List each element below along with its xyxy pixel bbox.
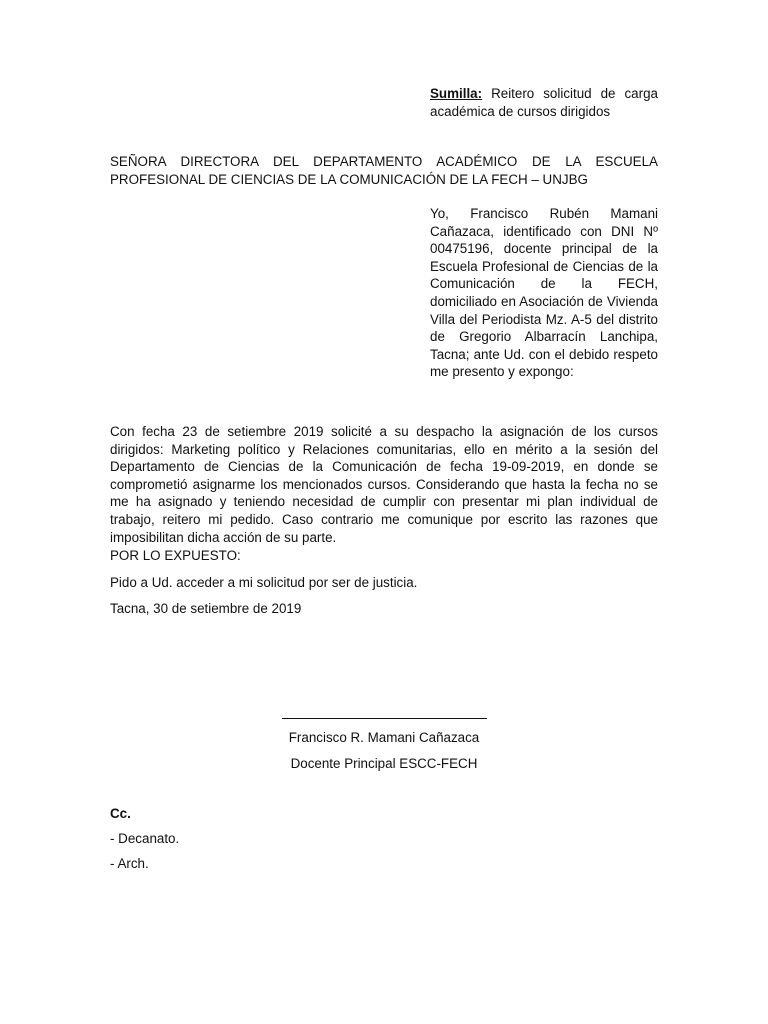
addressee-block bbox=[110, 153, 658, 188]
sumilla-text: Reitero solicitud de carga académica de cursos dirigidos bbox=[430, 86, 658, 119]
addressee-line-2: PROFESIONAL DE CIENCIAS DE LA COMUNICACIÓN DE LA FECH – UNJBG bbox=[110, 171, 588, 187]
sumilla-block bbox=[430, 85, 658, 120]
cc-label: Cc. bbox=[110, 806, 131, 821]
body-paragraph: Con fecha 23 de setiembre 2019 solicité a su despacho la asignación de los cursos dirigidos: Marketing político y Relaciones comunitarias, ello en mérito a la sesión del Departamento de Ciencias de la Comunicación de fecha 19-09-2019, en donde se comprometió asignarme los mencionados cursos. Considerando que hasta la fecha no se me ha asignado y teniendo necesidad de cumplir con presentar mi plan individual de trabajo, reitero mi pedido. Caso contrario me comunique por escrito las razones que imposibilitan dicha acción de su parte. bbox=[110, 424, 658, 545]
signature-role: Docente Principal ESCC-FECH bbox=[290, 756, 478, 771]
date-line: Tacna, 30 de setiembre de 2019 bbox=[110, 601, 302, 616]
request-line: Pido a Ud. acceder a mi solicitud por ser de justicia. bbox=[110, 575, 418, 590]
addressee-line-1: SEÑORA DIRECTORA DEL DEPARTAMENTO ACADÉMICO DE LA ESCUELA bbox=[110, 154, 658, 169]
cc-item-arch: - Arch. bbox=[110, 856, 149, 871]
signature-line bbox=[282, 718, 487, 719]
sumilla-label: Sumilla: bbox=[430, 86, 483, 101]
por-lo-expuesto: POR LO EXPUESTO: bbox=[110, 548, 241, 563]
intro-paragraph: Yo, Francisco Rubén Mamani Cañazaca, identificado con DNI Nº 00475196, docente principal de la Escuela Profesional de Ciencias de la Comunicación de la FECH, domiciliado en Asociación de Vivienda Villa del Periodista Mz. A-5 del distrito de Gregorio Albarracín Lanchipa, Tacna; ante Ud. con el debido respeto me presento y expongo: bbox=[430, 206, 658, 380]
cc-item-decanato: - Decanato. bbox=[110, 831, 180, 846]
signature-name: Francisco R. Mamani Cañazaca bbox=[288, 730, 480, 745]
